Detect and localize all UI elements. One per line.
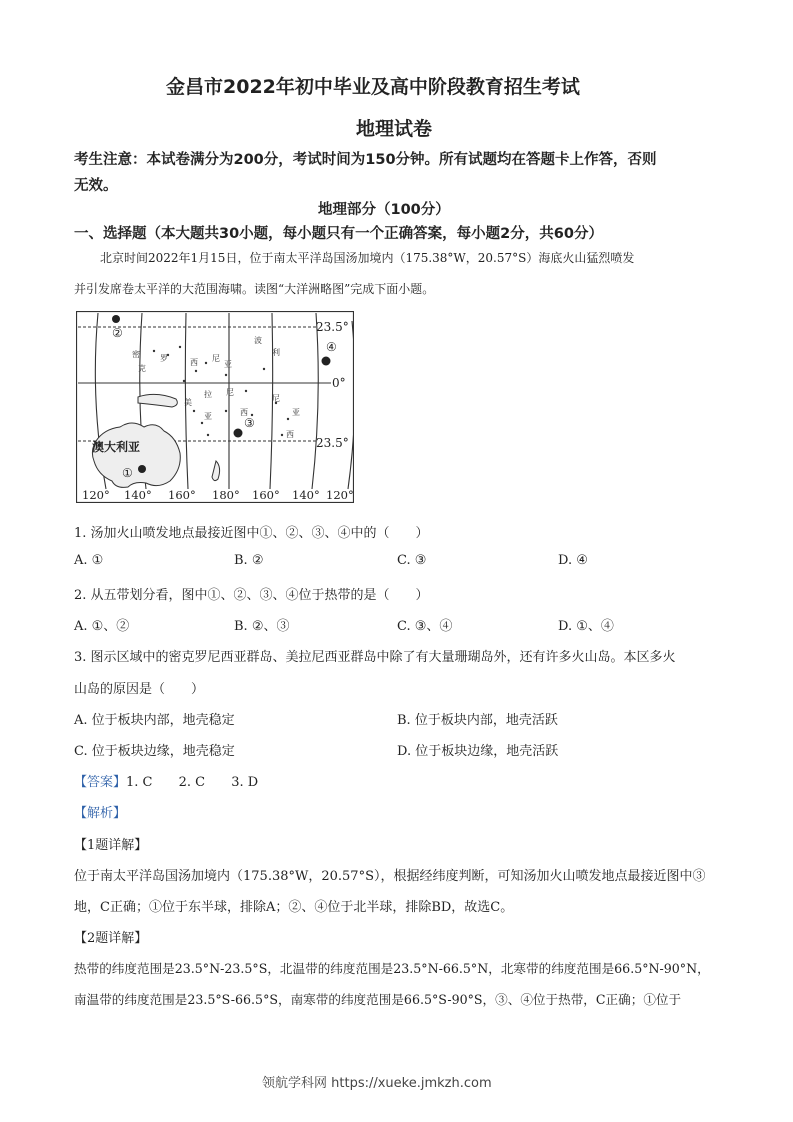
region-char: 拉 [204, 390, 212, 399]
q1-option-c[interactable]: C. ③ [397, 553, 427, 568]
intro-line-2: 并引发席卷太平洋的大范围海啸。读图“大洋洲略图”完成下面小题。 [74, 282, 435, 296]
q2-option-c[interactable]: C. ③、④ [397, 619, 453, 634]
oceania-map [76, 311, 354, 503]
footer-watermark: 领航学科网 https://xueke.jmkzh.com [262, 1076, 492, 1091]
australia-landmass [92, 423, 180, 487]
q3-option-d[interactable]: D. 位于板块边缘，地壳活跃 [397, 744, 559, 759]
lon-label: 160° [168, 488, 196, 502]
lon-label: 120° [326, 488, 354, 502]
point-4-label: ④ [326, 340, 337, 354]
part-title: 一、选择题（本大题共30小题，每小题只有一个正确答案，每小题2分，共60分） [74, 226, 603, 242]
q2-option-b[interactable]: B. ②、③ [234, 619, 290, 634]
region-char: 美 [184, 398, 192, 407]
region-char: 尼 [212, 354, 220, 363]
point-4-dot [322, 357, 331, 366]
region-char: 亚 [224, 360, 232, 369]
exam-title: 金昌市2022年初中毕业及高中阶段教育招生考试 [166, 76, 580, 98]
notice-line-1: 考生注意：本试卷满分为200分，考试时间为150分钟。所有试题均在答题卡上作答，否则 [74, 152, 657, 168]
detail2-label: 【2题详解】 [74, 931, 148, 946]
q1-option-b[interactable]: B. ② [234, 553, 264, 568]
point-2-label: ② [112, 326, 123, 340]
section-title: 地理部分（100分） [318, 202, 450, 218]
lon-label: 140° [124, 488, 152, 502]
australia-label: 澳大利亚 [92, 440, 141, 454]
answer-1: 1. C [126, 775, 153, 790]
region-char: 克 [138, 364, 146, 373]
point-1-label: ① [122, 466, 133, 480]
q1-option-a[interactable]: A. ① [74, 553, 104, 568]
q2-stem: 2. 从五带划分看，图中①、②、③、④位于热带的是（ ） [74, 588, 429, 603]
answer-2: 2. C [178, 775, 206, 790]
q1-stem: 1. 汤加火山喷发地点最接近图中①、②、③、④中的（ ） [74, 526, 429, 541]
point-3-dot [234, 429, 243, 438]
point-2-dot [112, 315, 120, 323]
detail1-line-1: 位于南太平洋岛国汤加境内（175.38°W，20.57°S），根据经纬度判断，可知汤加火山喷发地点最接近图中③ [74, 869, 706, 884]
point-3-label: ③ [244, 416, 255, 430]
region-char: 罗 [160, 354, 168, 363]
lat-label-south: 23.5° [316, 436, 349, 450]
region-char: 密 [132, 350, 140, 359]
answer-row [74, 771, 258, 790]
detail1-label: 【1题详解】 [74, 838, 148, 853]
point-1-dot [138, 465, 146, 473]
answer-label: 【答案】 [74, 775, 127, 790]
region-char: 尼 [226, 388, 234, 397]
region-char: 西 [240, 408, 248, 417]
notice-line-2: 无效。 [74, 178, 118, 194]
q3-option-a[interactable]: A. 位于板块内部，地壳稳定 [74, 713, 235, 728]
region-char: 亚 [204, 412, 212, 421]
detail2-line-1: 热带的纬度范围是23.5°N-23.5°S，北温带的纬度范围是23.5°N-66.5°N，北寒带的纬度范围是66.5°N-90°N， [74, 961, 710, 976]
q3-option-c[interactable]: C. 位于板块边缘，地壳稳定 [74, 744, 235, 759]
lon-label: 140° [292, 488, 320, 502]
lat-label-north: 23.5° [316, 320, 349, 334]
detail1-line-2: 地，C正确；①位于东半球，排除A；②、④位于北半球，排除BD，故选C。 [74, 900, 514, 915]
q3-stem-line-1: 3. 图示区域中的密克罗尼西亚群岛、美拉尼西亚群岛中除了有大量珊瑚岛外，还有许多火山岛。本区多火 [74, 650, 676, 665]
region-char: 利 [272, 348, 280, 357]
region-char: 尼 [272, 394, 280, 403]
lon-label: 120° [82, 488, 110, 502]
q3-option-b[interactable]: B. 位于板块内部，地壳活跃 [397, 713, 558, 728]
q1-option-d[interactable]: D. ④ [558, 553, 588, 568]
lat-label-equator: 0° [332, 376, 346, 390]
region-char: 西 [286, 430, 294, 439]
lon-label: 180° [212, 488, 240, 502]
region-char: 波 [254, 336, 262, 345]
q2-option-d[interactable]: D. ①、④ [558, 619, 614, 634]
intro-line-1: 北京时间2022年1月15日，位于南太平洋岛国汤加境内（175.38°W，20.57°S）海底火山猛烈喷发 [100, 251, 635, 265]
lon-label: 160° [252, 488, 280, 502]
region-char: 西 [190, 358, 198, 367]
answer-3: 3. D [231, 775, 259, 790]
analysis-label: 【解析】 [74, 806, 127, 821]
q3-stem-line-2: 山岛的原因是（ ） [74, 682, 205, 697]
q2-option-a[interactable]: A. ①、② [74, 619, 130, 634]
detail2-line-2: 南温带的纬度范围是23.5°S-66.5°S，南寒带的纬度范围是66.5°S-90°S，③、④位于热带，C正确；①位于 [74, 992, 682, 1007]
exam-subtitle: 地理试卷 [356, 118, 433, 140]
region-char: 亚 [292, 408, 300, 417]
